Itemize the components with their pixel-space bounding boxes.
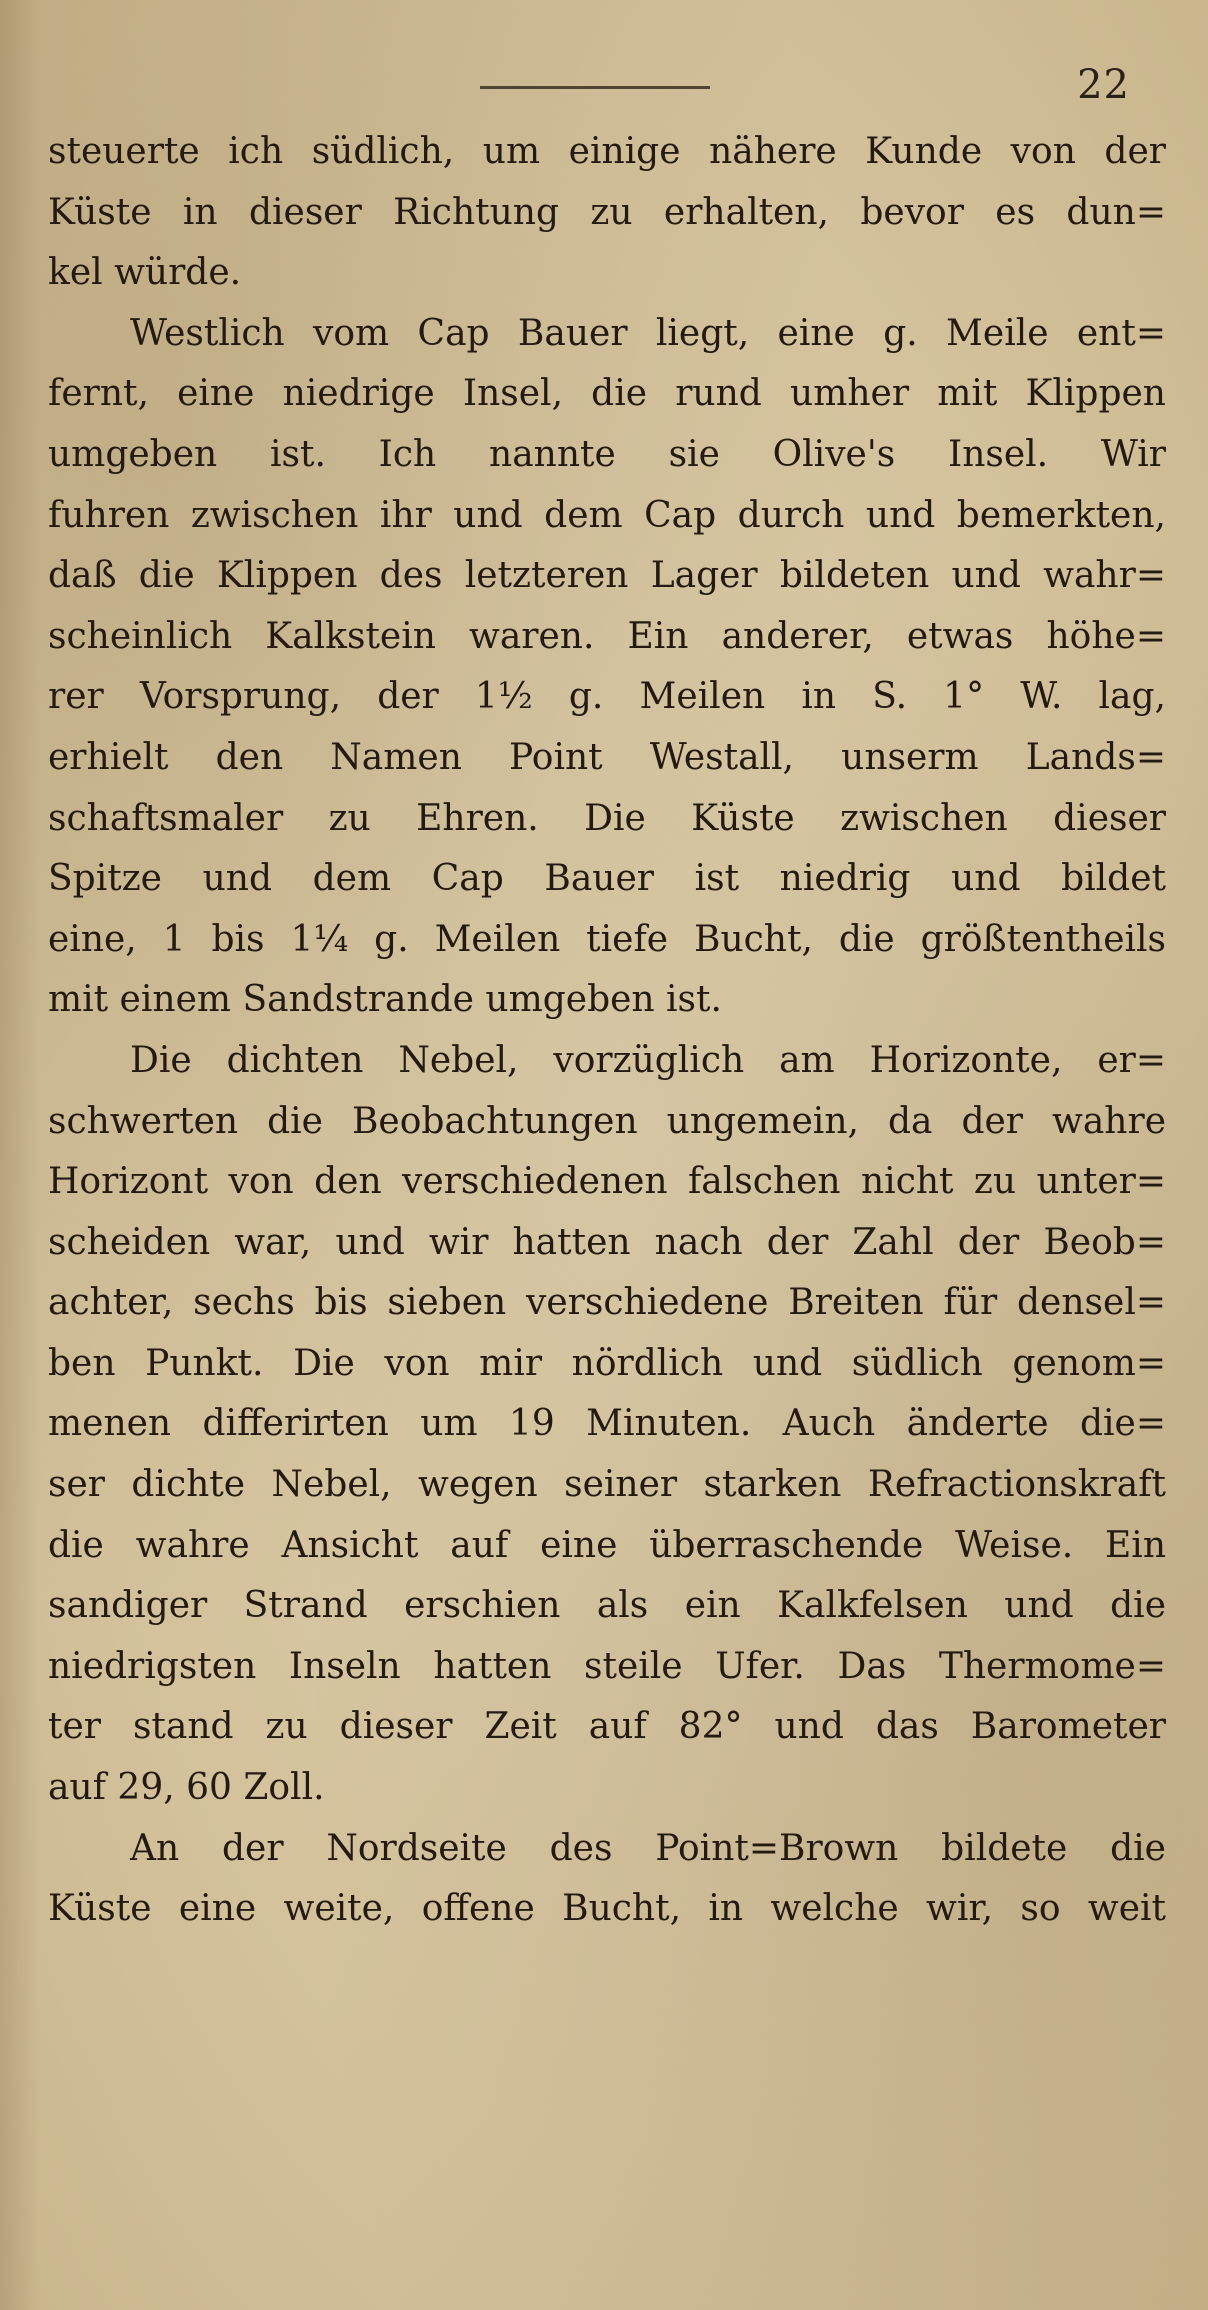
text-line: schwerten die Beobachtungen ungemein, da der wahre (48, 1100, 1166, 1142)
text-line: Horizont von den verschiedenen falschen nicht zu unter= (48, 1161, 1166, 1203)
text-body (48, 122, 1166, 1940)
text-line: die wahre Ansicht auf eine überraschende Weise. Ein (48, 1524, 1166, 1566)
text-line: Die dichten Nebel, vorzüglich am Horizonte, er= (130, 1039, 1166, 1081)
text-line: niedrigsten Inseln hatten steile Ufer. Das Thermome= (48, 1645, 1166, 1687)
text-line: sandiger Strand erschien als ein Kalkfelsen und die (48, 1585, 1166, 1627)
text-line: steuerte ich südlich, um einige nähere Kunde von der (48, 131, 1166, 172)
page-number: 22 (1077, 62, 1130, 108)
text-line: menen differirten um 19 Minuten. Auch änderte die= (48, 1403, 1166, 1445)
text-line: fuhren zwischen ihr und dem Cap durch und bemerkten, (48, 494, 1166, 536)
text-line: rer Vorsprung, der 1½ g. Meilen in S. 1° W. lag, (48, 676, 1166, 718)
text-line: schaftsmaler zu Ehren. Die Küste zwischen dieser (48, 797, 1166, 839)
text-line: Küste eine weite, offene Bucht, in welche wir, so weit (48, 1888, 1166, 1930)
text-line: daß die Klippen des letzteren Lager bildeten und wahr= (48, 555, 1166, 597)
text-line: kel würde. (48, 252, 242, 294)
text-line: Küste in dieser Richtung zu erhalten, bevor es dun= (48, 191, 1166, 233)
text-line: auf 29, 60 Zoll. (48, 1767, 325, 1809)
text-line: mit einem Sandstrande umgeben ist. (48, 979, 722, 1021)
text-line: scheiden war, und wir hatten nach der Zahl der Beob= (48, 1221, 1166, 1263)
text-line: eine, 1 bis 1¼ g. Meilen tiefe Bucht, die größtentheils (48, 918, 1166, 960)
text-line: fernt, eine niedrige Insel, die rund umher mit Klippen (48, 373, 1166, 415)
text-line: erhielt den Namen Point Westall, unserm Lands= (48, 736, 1166, 778)
text-line: ter stand zu dieser Zeit auf 82° und das Barometer (48, 1706, 1166, 1748)
text-line: Westlich vom Cap Bauer liegt, eine g. Meile ent= (130, 312, 1166, 354)
text-line: An der Nordseite des Point=Brown bildete die (130, 1827, 1166, 1869)
text-line: achter, sechs bis sieben verschiedene Breiten für densel= (48, 1282, 1166, 1324)
text-line: Spitze und dem Cap Bauer ist niedrig und bildet (48, 858, 1166, 900)
text-line: ben Punkt. Die von mir nördlich und südlich genom= (48, 1342, 1166, 1384)
header-rule (480, 86, 710, 89)
text-line: umgeben ist. Ich nannte sie Olive's Insel. Wir (48, 433, 1166, 475)
text-line: ser dichte Nebel, wegen seiner starken Refractionskraft (48, 1464, 1166, 1506)
text-line: scheinlich Kalkstein waren. Ein anderer, etwas höhe= (48, 615, 1166, 657)
